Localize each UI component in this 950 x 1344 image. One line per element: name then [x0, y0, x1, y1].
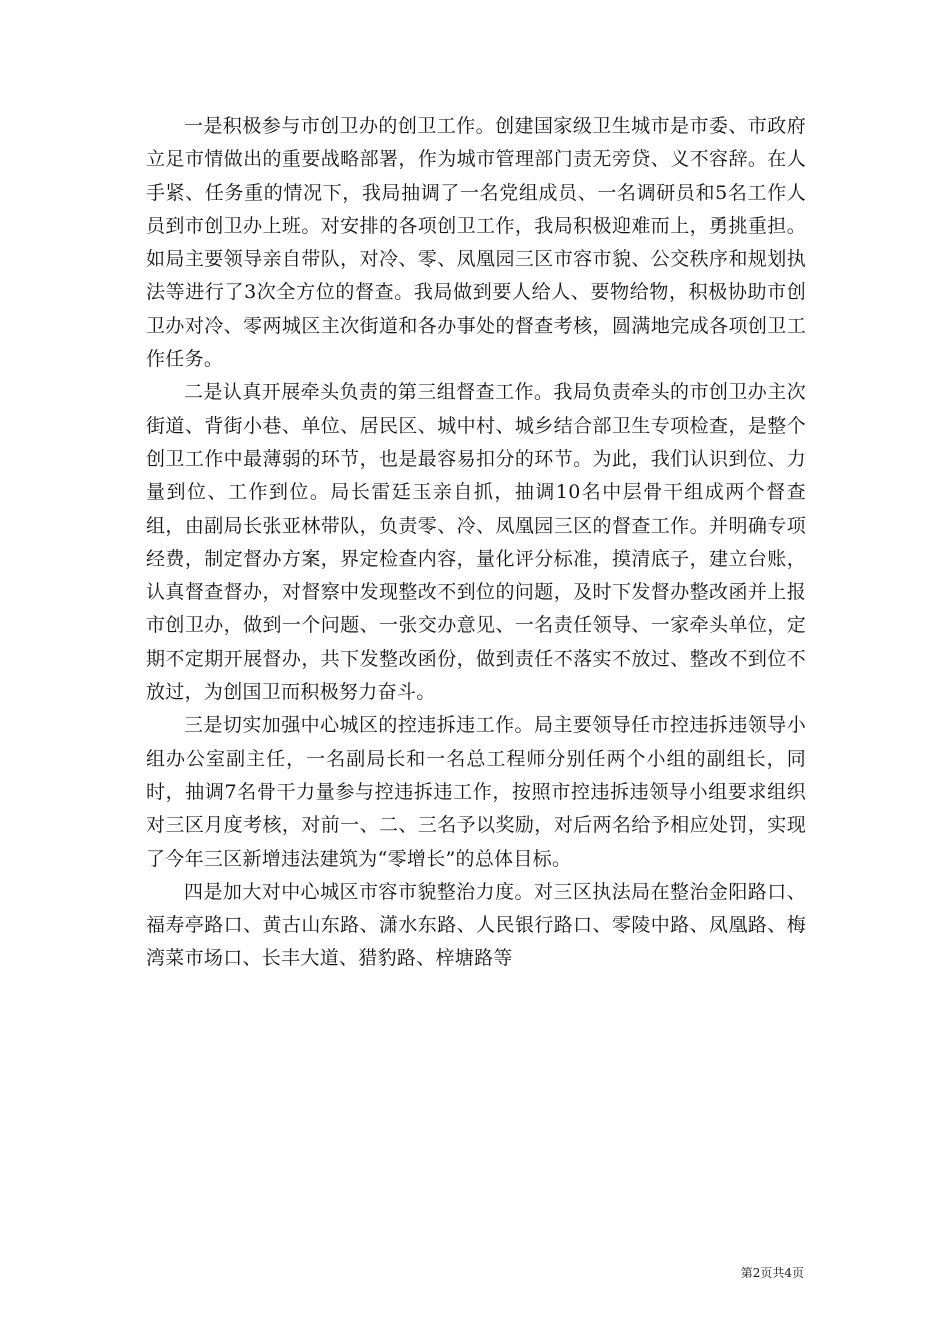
paragraph-1: 一是积极参与市创卫办的创卫工作。创建国家级卫生城市是市委、市政府立足市情做出的重要战略部署，作为城市管理部门责无旁贷、义不容辞。在人手紧、任务重的情况下，我局抽调了一名党组成员、一名调研员和5名工作人员到市创卫办上班。对安排的各项创卫工作，我局积极迎难而上，勇挑重担。如局主要领导亲自带队，对冷、零、凤凰园三区市容市貌、公交秩序和规划执法等进行了3次全方位的督查。我局做到要人给人、要物给物，积极协助市创卫办对冷、零两城区主次街道和各办事处的督查考核，圆满地完成各项创卫工作任务。 — [146, 115, 806, 371]
paragraph-4: 四是加大对中心城区市容市貌整治力度。对三区执法局在整治金阳路口、福寿亭路口、黄古山东路、潇水东路、人民银行路口、零陵中路、凤凰路、梅湾菜市场口、长丰大道、猎豹路、梓塘路等 — [146, 880, 806, 970]
paragraph-3: 三是切实加强中心城区的控违拆违工作。局主要领导任市控违拆违领导小组办公室副主任，一名副局长和一名总工程师分别任两个小组的副组长，同时，抽调7名骨干力量参与控违拆违工作，按照市控违拆违领导小组要求组织对三区月度考核，对前一、二、三名予以奖励，对后两名给予相应处罚，实现了今年三区新增违法建筑为“零增长”的总体目标。 — [146, 714, 806, 870]
page-number: 第2页共4页 — [740, 1266, 804, 1280]
page-footer — [0, 1264, 950, 1281]
paragraph-2: 二是认真开展牵头负责的第三组督查工作。我局负责牵头的市创卫办主次街道、背街小巷、单位、居民区、城中村、城乡结合部卫生专项检查，是整个创卫工作中最薄弱的环节，也是最容易扣分的环节。为此，我们认识到位、力量到位、工作到位。局长雷廷玉亲自抓，抽调10名中层骨干组成两个督查组，由副局长张亚林带队，负责零、冷、凤凰园三区的督查工作。并明确专项经费，制定督办方案，界定检查内容，量化评分标准，摸清底子，建立台账，认真督查督办，对督察中发现整改不到位的问题，及时下发督办整改函并上报市创卫办，做到一个问题、一张交办意见、一名责任领导、一家牵头单位，定期不定期开展督办，共下发整改函份，做到责任不落实不放过、整改不到位不放过，为创国卫而积极努力奋斗。 — [146, 381, 806, 704]
body-text — [146, 110, 806, 976]
